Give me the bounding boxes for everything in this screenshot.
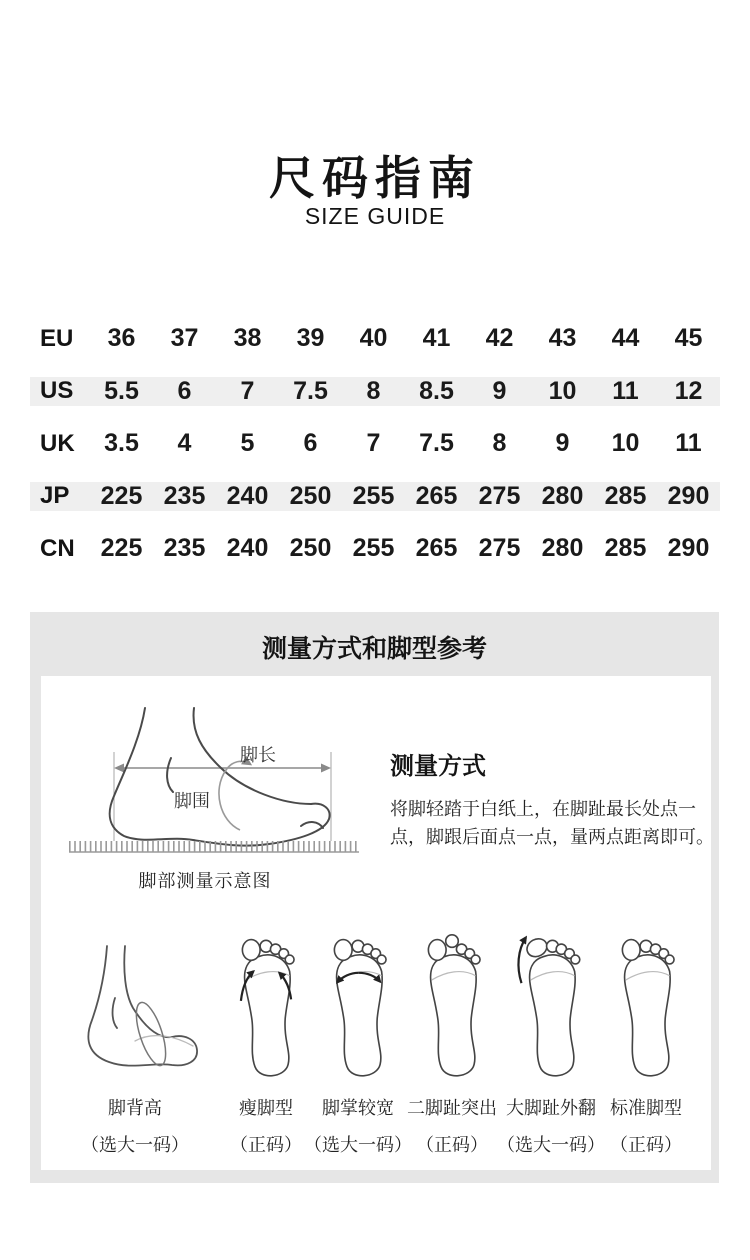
foot-type-high-instep: [50, 930, 220, 1159]
size-row: [30, 377, 720, 406]
size-cell: 39: [296, 324, 325, 352]
size-cell: 275: [478, 534, 521, 562]
size-cell: 8: [366, 376, 381, 405]
size-cell: 225: [100, 534, 143, 562]
size-cell: 235: [163, 481, 206, 510]
size-cell: 5.5: [104, 376, 139, 405]
size-cell: 45: [674, 324, 703, 352]
size-cell: 38: [233, 324, 262, 352]
size-row-label: EU: [40, 324, 74, 352]
size-cell: 11: [612, 376, 639, 405]
foot-sole-standard-icon: [609, 930, 683, 1085]
size-cell: 255: [352, 481, 395, 510]
foot-sole-wide-icon: [321, 930, 395, 1085]
foot-length-label: 脚长: [240, 745, 276, 765]
measure-card: [41, 676, 714, 1170]
size-cell: 280: [541, 534, 584, 562]
size-cell: 11: [675, 429, 702, 457]
size-cells: [90, 377, 720, 406]
size-row-label: US: [40, 377, 74, 404]
foot-type-note: （选大一码）: [304, 1135, 412, 1155]
size-cell: 5: [240, 429, 255, 457]
foot-type-name: 脚背高: [108, 1098, 162, 1118]
size-cell: 225: [100, 481, 143, 510]
size-cells: [90, 482, 720, 511]
size-cells: [90, 324, 720, 353]
size-cell: 12: [674, 376, 703, 405]
size-cell: 250: [289, 481, 332, 510]
size-cell: 235: [163, 534, 206, 562]
foot-type-note: （选大一码）: [497, 1135, 605, 1155]
size-row-label: UK: [40, 429, 75, 457]
size-cell: 10: [611, 429, 640, 457]
foot-sole-narrow-icon: [229, 930, 303, 1085]
size-cell: 290: [667, 481, 710, 510]
size-cell: 7: [366, 429, 381, 457]
size-cell: 285: [604, 534, 647, 562]
foot-girth-label: 脚围: [174, 791, 210, 811]
size-cell: 42: [485, 324, 514, 352]
foot-sole-second-toe-icon: [415, 930, 489, 1085]
size-cells: [90, 429, 720, 458]
size-cell: 285: [604, 481, 647, 510]
foot-type-note: （选大一码）: [81, 1135, 189, 1155]
size-cell: 43: [548, 324, 577, 352]
size-cell: 36: [107, 324, 136, 352]
foot-type-name: 瘦脚型: [239, 1098, 293, 1118]
size-cell: 290: [667, 534, 710, 562]
foot-measure-diagram: [61, 700, 366, 912]
size-row: [30, 324, 720, 353]
size-cell: 7.5: [419, 429, 454, 457]
section-heading: 测量方式和脚型参考: [261, 635, 487, 663]
size-cell: 6: [177, 376, 192, 405]
foot-type-name: 脚掌较宽: [322, 1098, 394, 1118]
diagram-caption: 脚部测量示意图: [138, 871, 272, 891]
foot-type-name: 标准脚型: [610, 1098, 682, 1118]
size-cell: 280: [541, 481, 584, 510]
foot-type-name: 二脚趾突出: [407, 1098, 497, 1118]
size-cell: 7: [240, 376, 255, 405]
size-cell: 7.5: [293, 376, 328, 405]
size-cell: 265: [415, 481, 458, 510]
size-cell: 41: [422, 324, 451, 352]
size-cell: 10: [548, 376, 577, 405]
size-row: [30, 482, 720, 511]
size-row: [30, 534, 720, 563]
size-cell: 240: [226, 481, 269, 510]
foot-instep-side-icon: [55, 930, 215, 1085]
size-cell: 265: [415, 534, 458, 562]
size-cell: 37: [170, 324, 199, 352]
size-row-label: JP: [40, 482, 70, 509]
foot-sole-bunion-icon: [514, 930, 588, 1085]
size-cell: 3.5: [104, 429, 139, 457]
size-cell: 9: [492, 376, 507, 405]
size-cell: 250: [289, 534, 332, 562]
size-cell: 6: [303, 429, 318, 457]
measure-section: [30, 612, 719, 1183]
size-cell: 275: [478, 481, 521, 510]
method-text-line: 将脚轻踏于白纸上，在脚趾最长处点一: [390, 799, 696, 819]
size-cell: 255: [352, 534, 395, 562]
size-cells: [90, 534, 720, 563]
measure-method: [390, 746, 722, 851]
foot-type-name: 大脚趾外翻: [506, 1098, 596, 1118]
size-cell: 8.5: [419, 376, 454, 405]
page-subtitle: SIZE GUIDE: [304, 203, 446, 229]
foot-type-standard: [581, 930, 711, 1159]
foot-type-note: （正码）: [416, 1135, 488, 1155]
size-cell: 40: [359, 324, 388, 352]
size-cell: 44: [611, 324, 640, 352]
size-row-label: CN: [40, 534, 75, 562]
foot-type-note: （正码）: [610, 1135, 682, 1155]
page-title: 尺码指南: [269, 152, 481, 204]
foot-type-note: （正码）: [230, 1135, 302, 1155]
size-cell: 8: [492, 429, 507, 457]
size-cell: 240: [226, 534, 269, 562]
size-conversion-table: [30, 324, 720, 587]
method-title: 测量方式: [390, 753, 486, 780]
size-row: [30, 429, 720, 458]
size-cell: 4: [177, 429, 192, 457]
method-text-line: 点，脚跟后面点一点，量两点距离即可。: [390, 827, 714, 847]
size-cell: 9: [555, 429, 570, 457]
